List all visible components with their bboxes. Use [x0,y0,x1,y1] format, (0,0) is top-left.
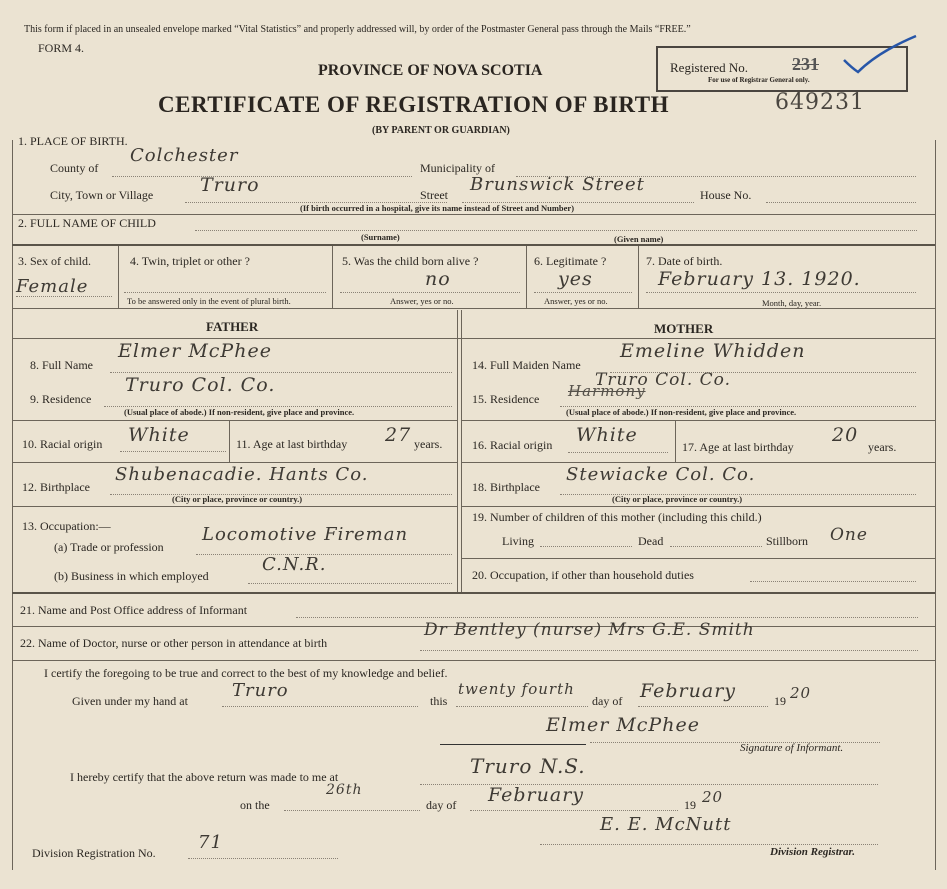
date-of-birth-label: 7. Date of birth. [646,254,723,268]
father-birthplace-value: Shubenacadie. Hants Co. [115,464,369,485]
father-birthplace-note: (City or place, province or country.) [172,494,303,504]
sex-label: 3. Sex of child. [18,254,91,268]
informant-signature-caption: Signature of Informant. [740,742,844,754]
place-of-birth-label: 1. PLACE OF BIRTH. [18,134,128,148]
date-of-birth-value: February 13. 1920. [658,268,861,290]
father-name-value: Elmer McPhee [118,340,272,362]
registrar-year-value: 20 [702,788,724,806]
registrar-on-the-label: on the [240,798,270,812]
street-label: Street [420,188,448,202]
alive-note: Answer, yes or no. [390,296,454,306]
father-years-label: years. [414,437,443,451]
father-birthplace-label: 12. Birthplace [22,480,90,494]
sex-value: Female [16,276,89,297]
dead-label: Dead [638,534,664,548]
form-number: FORM 4. [38,41,85,55]
division-registration-value: 71 [198,832,223,853]
informant-signature: Elmer McPhee [546,714,700,736]
informant-year-value: 20 [790,684,812,702]
mother-residence-struck: Harmony [568,382,646,400]
informant-year-prefix: 19 [774,694,786,708]
municipality-label: Municipality of [420,161,495,175]
mother-occupation-label: 20. Occupation, if other than household duties [472,568,694,582]
father-age-value: 27 [385,424,412,446]
house-label: House No. [700,188,752,202]
alive-label: 5. Was the child born alive ? [342,254,479,268]
informant-month-value: February [640,680,737,702]
certificate-subtitle: (BY PARENT OR GUARDIAN) [372,125,510,136]
county-label: County of [50,161,99,175]
doctor-value: Dr Bentley (nurse) Mrs G.E. Smith [424,620,755,640]
mother-age-label: 17. Age at last birthday [682,440,794,454]
checkmark-icon [838,32,922,82]
father-heading: FATHER [206,319,259,334]
registrar-certify-text: I hereby certify that the above return was made to me at [70,770,339,784]
stillborn-label: Stillborn [766,534,809,548]
registrar-day-value: 26th [326,782,363,798]
registrar-signature-caption: Division Registrar. [770,846,855,858]
informant-day-of-label: day of [592,694,623,708]
mother-residence-note: (Usual place of abode.) If non-resident, give place and province. [566,407,797,417]
father-racial-value: White [128,424,190,446]
division-registration-label: Division Registration No. [32,846,156,860]
mother-name-label: 14. Full Maiden Name [472,358,581,372]
registrar-month-value: February [488,784,585,806]
mother-heading: MOTHER [654,321,714,336]
city-value: Truro [200,174,260,196]
informant-certify-text: I certify the foregoing to be true and correct to the best of my knowledge and belief. [44,666,448,680]
registered-number: 231 [792,54,819,74]
this-label: this [430,694,448,708]
registrar-year-prefix: 19 [684,798,696,812]
father-residence-label: 9. Residence [30,392,92,406]
child-name-label: 2. FULL NAME OF CHILD [18,216,156,230]
father-age-label: 11. Age at last birthday [236,437,348,451]
alive-value: no [425,268,451,290]
given-place-value: Truro [232,680,289,701]
father-residence-note: (Usual place of abode.) If non-resident, give place and province. [124,407,355,417]
mother-residence-value: Truro Col. Co. [595,370,732,390]
given-under-hand-label: Given under my hand at [72,694,188,708]
hospital-note: (If birth occurred in a hospital, give its name instead of Street and Number) [300,203,575,213]
mother-age-value: 20 [832,424,859,446]
mother-racial-label: 16. Racial origin [472,438,553,452]
city-label: City, Town or Village [50,188,154,202]
legitimate-note: Answer, yes or no. [544,296,608,306]
father-business-value: C.N.R. [262,554,327,575]
county-value: Colchester [130,145,239,166]
father-trade-value: Locomotive Fireman [202,524,409,545]
given-name-caption: (Given name) [614,234,664,244]
registrar-day-of-label: day of [426,798,457,812]
informant-address-label: 21. Name and Post Office address of Informant [20,603,248,617]
mother-birthplace-value: Stewiacke Col. Co. [566,464,756,485]
surname-caption: (Surname) [361,232,400,242]
father-racial-label: 10. Racial origin [22,437,103,451]
living-label: Living [502,534,534,548]
twin-label: 4. Twin, triplet or other ? [130,254,250,268]
registrar-signature: E. E. McNutt [600,814,732,835]
handwritten-number: 649231 [775,90,865,115]
mother-birthplace-label: 18. Birthplace [472,480,540,494]
registrar-place-value: Truro N.S. [470,754,586,778]
stillborn-value: One [830,525,868,545]
legitimate-value: yes [558,268,593,290]
father-name-label: 8. Full Name [30,358,93,372]
father-occupation-label: 13. Occupation:— [22,519,111,533]
province-heading: PROVINCE OF NOVA SCOTIA [318,62,543,79]
doctor-label: 22. Name of Doctor, nurse or other person in attendance at birth [20,636,328,650]
mother-name-value: Emeline Whidden [620,340,806,362]
date-of-birth-note: Month, day, year. [762,298,822,308]
mother-residence-label: 15. Residence [472,392,540,406]
mother-children-label: 19. Number of children of this mother (including this child.) [472,510,762,524]
street-value: Brunswick Street [470,174,645,195]
mother-racial-value: White [576,424,638,446]
father-trade-label: (a) Trade or profession [54,540,164,554]
father-business-label: (b) Business in which employed [54,569,209,583]
registrar-note: For use of Registrar General only. [708,76,810,84]
registered-label: Registered No. [670,60,748,75]
twin-note: To be answered only in the event of plural birth. [127,296,291,306]
father-residence-value: Truro Col. Co. [125,374,276,396]
mail-note: This form if placed in an unsealed envelope marked “Vital Statistics” and properly addressed will, by order of the Postmaster General pass through the Mails “FREE.” [24,24,691,35]
mother-birthplace-note: (City or place, province or country.) [612,494,743,504]
informant-day-value: twenty fourth [458,680,575,698]
legitimate-label: 6. Legitimate ? [534,254,607,268]
mother-years-label: years. [868,440,897,454]
certificate-title: CERTIFICATE OF REGISTRATION OF BIRTH [158,92,669,117]
